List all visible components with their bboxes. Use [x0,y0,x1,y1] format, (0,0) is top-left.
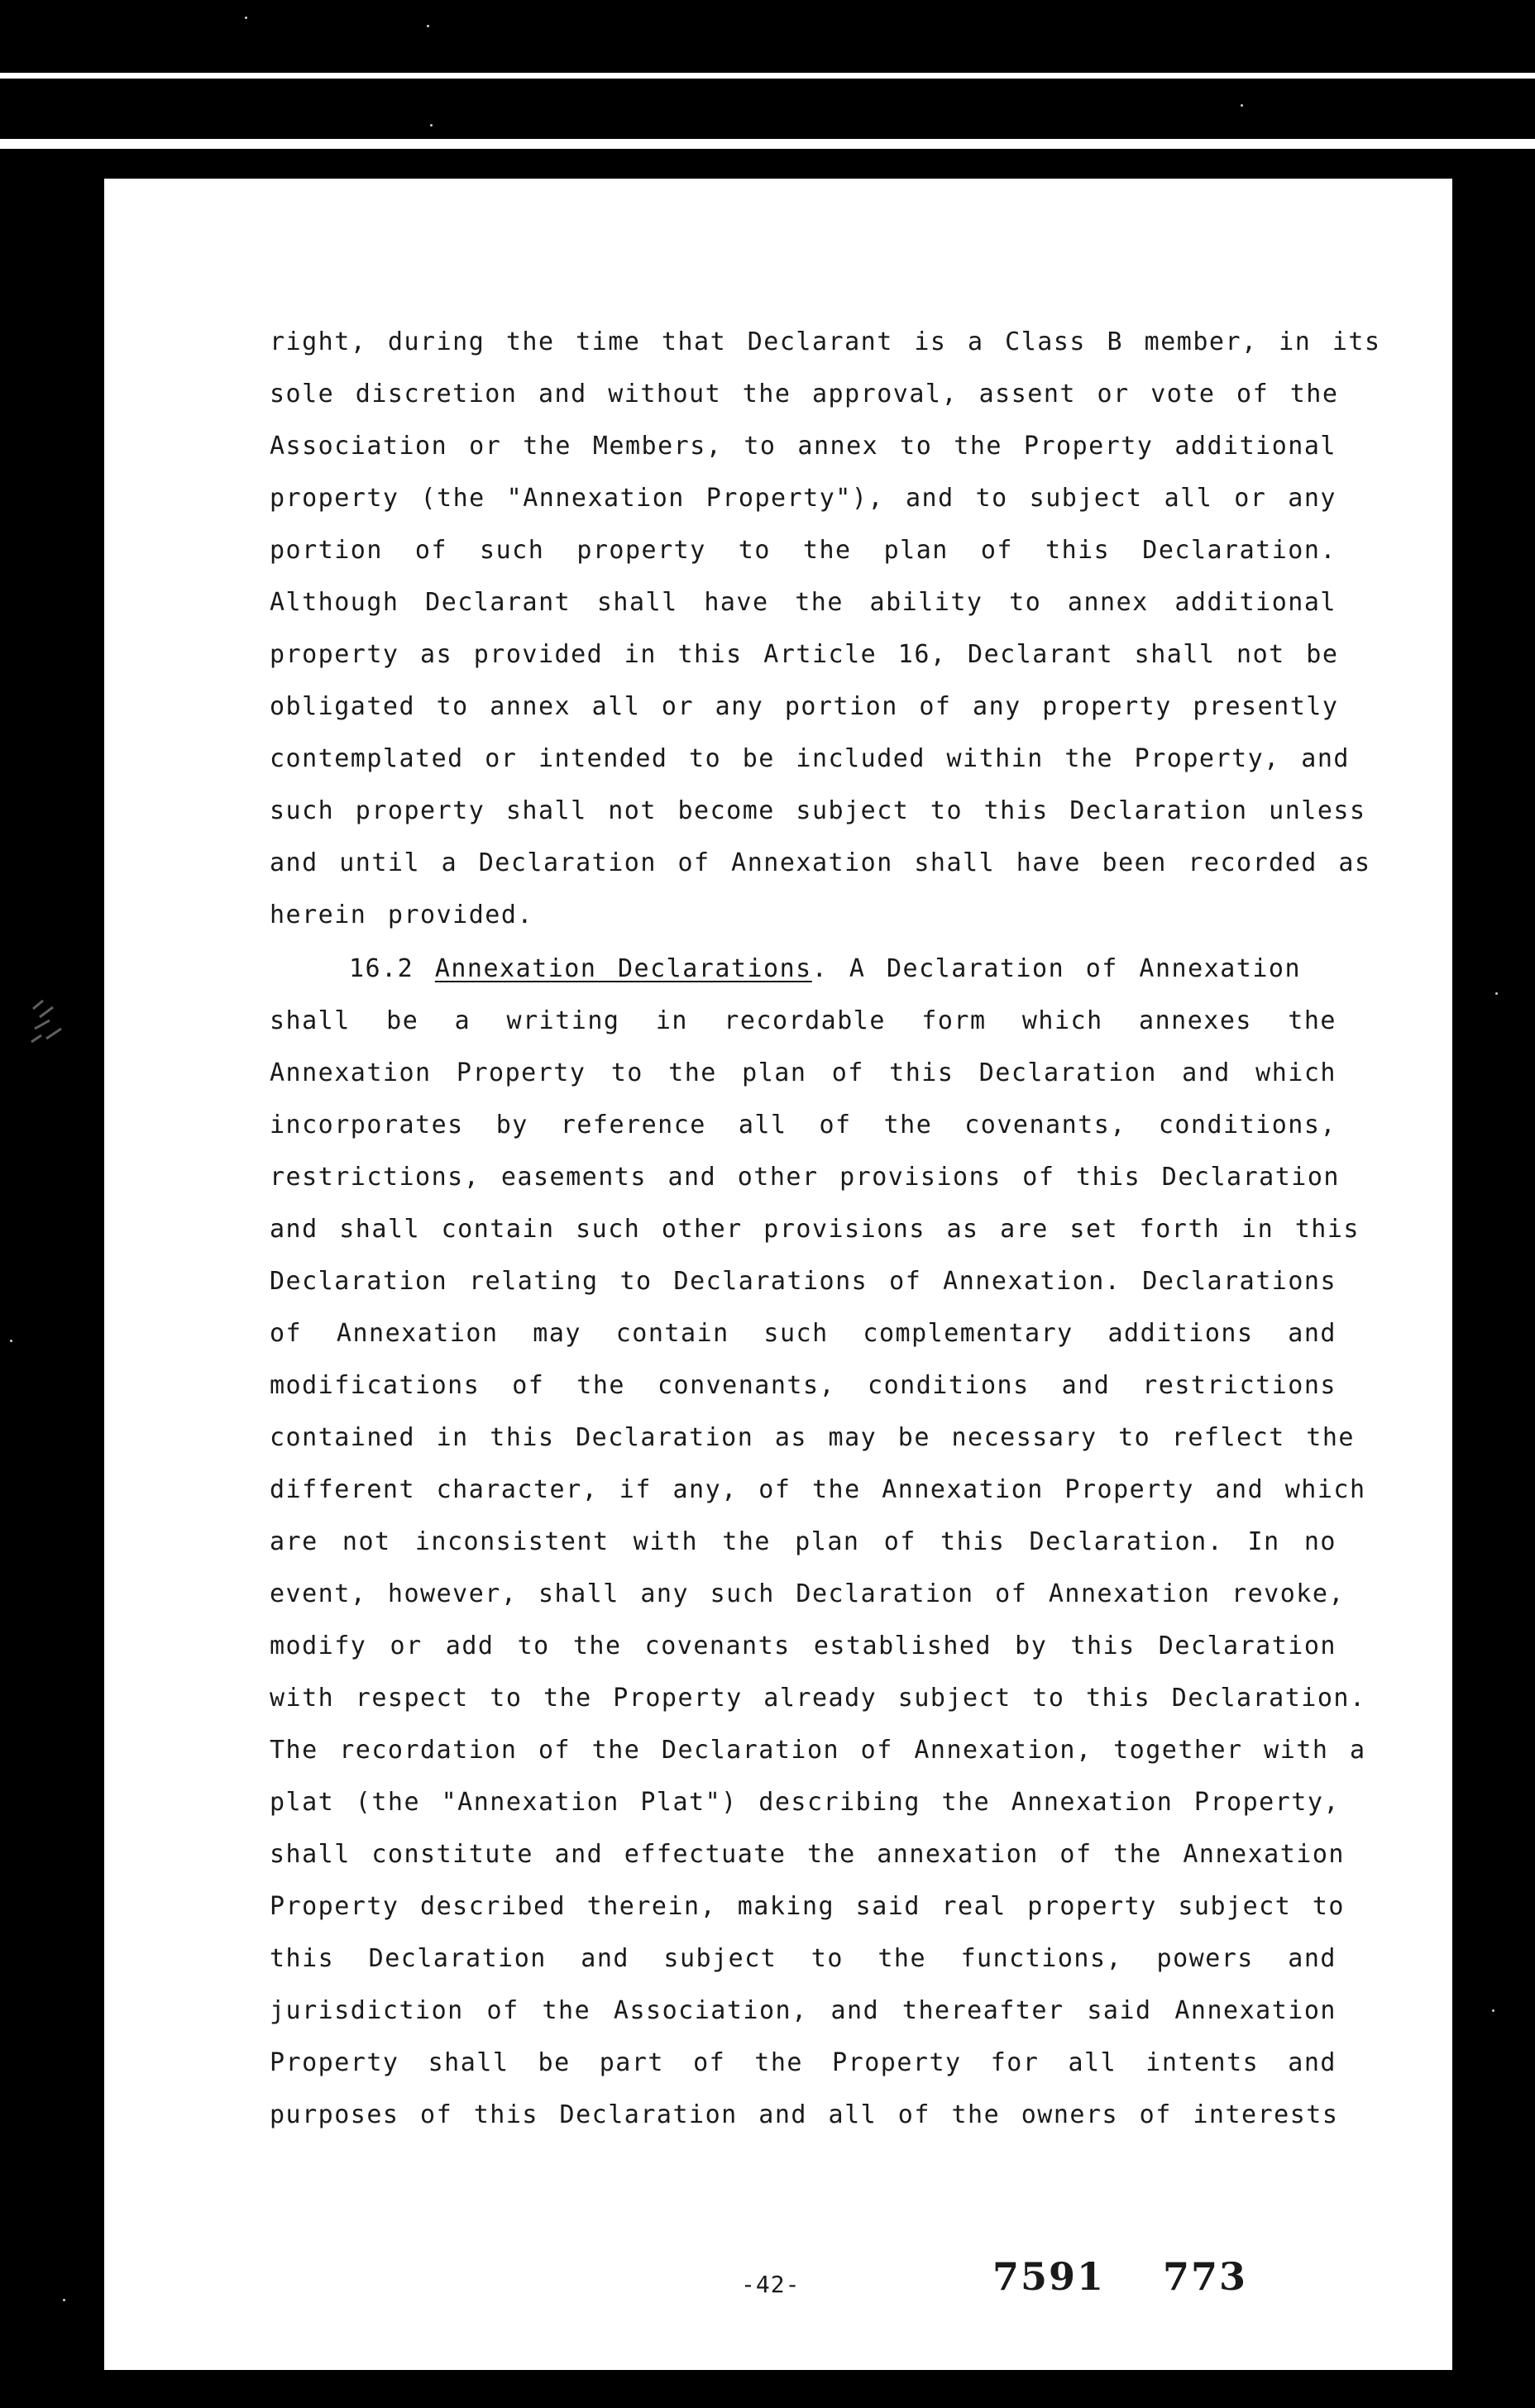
body-line: such property shall not become subject to this Declaration unless [270,796,1366,825]
body-line: with respect to the Property already subject to this Declaration. [270,1684,1366,1713]
document-page [104,179,1452,2370]
body-line: obligated to annex all or any portion of any property presently [270,692,1339,721]
section-heading-line [349,953,1301,986]
scan-top-rule [0,73,1535,79]
recording-book-number: 7591 [992,2254,1106,2299]
scan-speck [63,2299,65,2301]
body-line: contained in this Declaration as may be necessary to reflect the [270,1423,1355,1452]
page-number: -42- [741,2271,801,2298]
scan-speck [427,25,429,27]
body-line: purposes of this Declaration and all of the owners of interests [270,2100,1339,2129]
body-line: plat (the "Annexation Plat") describing the Annexation Property, [270,1788,1340,1817]
body-line: Although Declarant shall have the ability to annex additional [270,588,1337,617]
body-line: property (the "Annexation Property"), and to subject all or any [270,484,1337,513]
body-line: and shall contain such other provisions as are set forth in this [270,1215,1360,1244]
body-line: are not inconsistent with the plan of this Declaration. In no [270,1527,1337,1556]
body-line: modify or add to the covenants established by this Declaration [270,1632,1337,1660]
scan-speck [10,1340,12,1342]
scan-speck [245,17,247,19]
body-line: of Annexation may contain such complementary additions and [270,1319,1337,1348]
body-line: Association or the Members, to annex to the Property additional [270,432,1337,461]
body-line: shall be a writing in recordable form which annexes the [270,1006,1337,1035]
scan-top-border [0,0,1535,142]
body-line: right, during the time that Declarant is a Class B member, in its [270,327,1381,356]
body-line: Annexation Property to the plan of this Declaration and which [270,1058,1337,1087]
body-line: jurisdiction of the Association, and thereafter said Annexation [270,1996,1337,2025]
body-line: herein provided. [270,901,533,929]
body-line: property as provided in this Article 16, Declarant shall not be [270,640,1339,669]
scan-speck [1492,2009,1494,2012]
body-line: shall constitute and effectuate the annexation of the Annexation [270,1840,1345,1869]
body-line: incorporates by reference all of the covenants, conditions, [270,1111,1337,1140]
body-line: modifications of the convenants, conditions and restrictions [270,1371,1337,1400]
scan-speck [1241,104,1243,107]
scan-smudge [25,992,74,1050]
body-line: and until a Declaration of Annexation shall have been recorded as [270,848,1371,877]
body-line: different character, if any, of the Annexation Property and which [270,1475,1366,1504]
body-line: portion of such property to the plan of this Declaration. [270,536,1337,565]
body-line: contemplated or intended to be included within the Property, and [270,744,1350,773]
body-line: this Declaration and subject to the functions, powers and [270,1944,1337,1973]
body-line: Property described therein, making said real property subject to [270,1892,1345,1921]
body-line: event, however, shall any such Declaration of Annexation revoke, [270,1579,1345,1608]
body-line: Property shall be part of the Property for all intents and [270,2048,1337,2077]
scan-top-rule-lower [0,139,1535,149]
section-title: Annexation Declarations [434,954,812,983]
scan-speck [430,124,433,127]
section-number: 16.2 [349,954,414,983]
body-line: sole discretion and without the approval, assent or vote of the [270,380,1339,408]
body-line: The recordation of the Declaration of Annexation, together with a [270,1736,1366,1765]
scan-speck [1495,992,1498,995]
recording-page-number: 773 [1163,2254,1248,2299]
body-line: Declaration relating to Declarations of Annexation. Declarations [270,1267,1337,1296]
section-lead-in: . A Declaration of Annexation [811,954,1302,983]
body-line: restrictions, easements and other provisions of this Declaration [270,1163,1340,1192]
